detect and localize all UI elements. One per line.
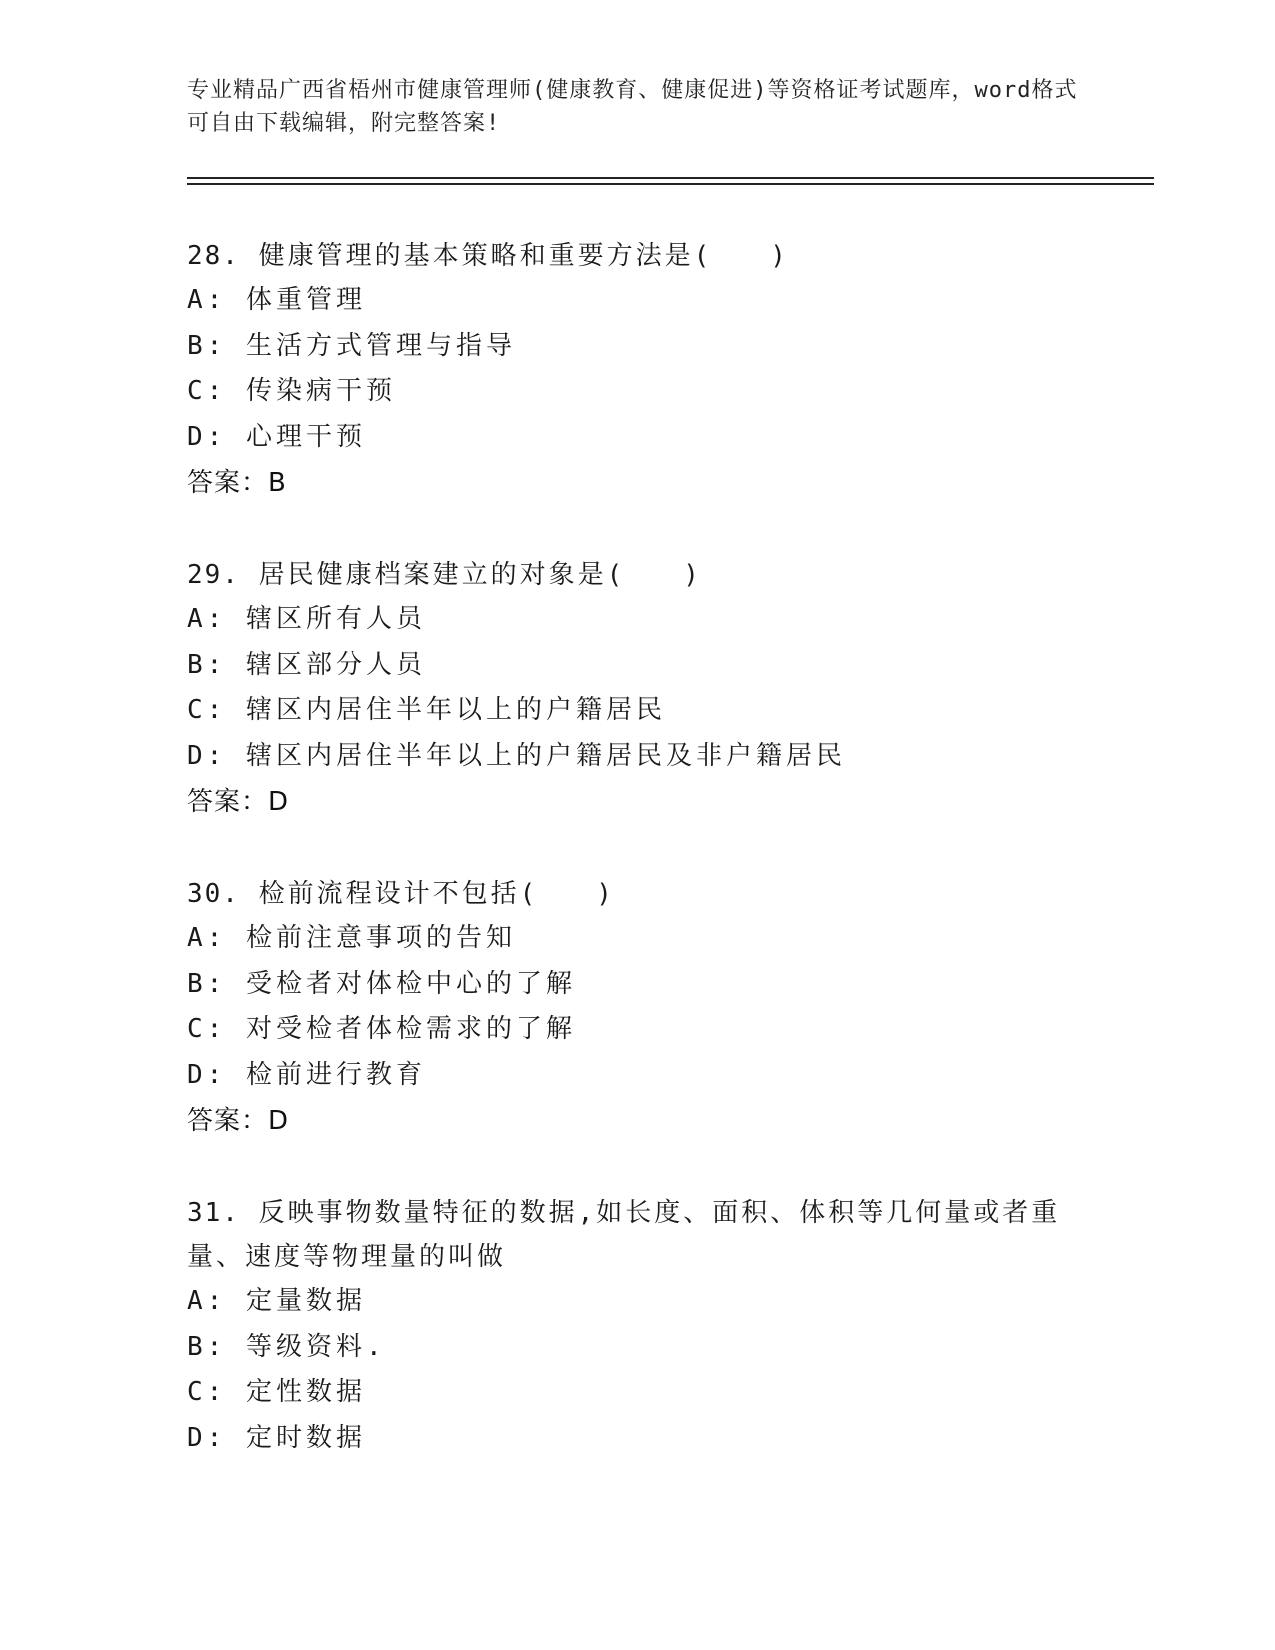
option-label: C: bbox=[187, 1377, 227, 1407]
option-text: 体重管理 bbox=[245, 285, 366, 315]
option-b bbox=[187, 643, 1087, 689]
option-c bbox=[187, 688, 1087, 734]
option-d bbox=[187, 734, 1087, 780]
header-rule-top bbox=[187, 177, 1154, 179]
question-31 bbox=[187, 1191, 1087, 1461]
option-d bbox=[187, 415, 1087, 461]
option-a bbox=[187, 278, 1087, 324]
option-text: 等级资料. bbox=[245, 1331, 386, 1362]
option-text: 对受检者体检需求的了解 bbox=[245, 1014, 576, 1044]
option-b bbox=[187, 1325, 1087, 1371]
option-label: B: bbox=[187, 968, 227, 999]
option-label: D: bbox=[187, 1422, 227, 1453]
option-b bbox=[187, 324, 1087, 370]
option-b bbox=[187, 962, 1087, 1008]
option-label: B: bbox=[187, 649, 227, 680]
option-text: 定量数据 bbox=[245, 1286, 366, 1316]
option-text: 传染病干预 bbox=[245, 376, 396, 406]
answer-line: 答案：D bbox=[187, 1106, 290, 1136]
option-text: 辖区所有人员 bbox=[245, 604, 426, 634]
option-a bbox=[187, 1279, 1087, 1325]
option-a bbox=[187, 597, 1087, 643]
question-text: 反映事物数量特征的数据,如长度、面积、体积等几何量或者重量、速度等物理量的叫做 bbox=[187, 1198, 1061, 1272]
option-label: B: bbox=[187, 1331, 227, 1362]
question-28 bbox=[187, 234, 1087, 506]
option-text: 辖区内居住半年以上的户籍居民及非户籍居民 bbox=[245, 740, 846, 771]
option-label: A: bbox=[187, 923, 227, 953]
question-text: 居民健康档案建立的对象是( ) bbox=[258, 560, 702, 590]
question-stem bbox=[187, 234, 1087, 278]
option-label: C: bbox=[187, 376, 227, 406]
option-label: C: bbox=[187, 695, 227, 725]
option-text: 受检者对体检中心的了解 bbox=[245, 968, 576, 999]
option-label: C: bbox=[187, 1014, 227, 1044]
option-label: D: bbox=[187, 421, 227, 452]
question-30 bbox=[187, 872, 1087, 1144]
question-stem bbox=[187, 1191, 1087, 1279]
question-number: 30. bbox=[187, 879, 240, 909]
question-stem bbox=[187, 872, 1087, 916]
option-text: 辖区部分人员 bbox=[245, 649, 426, 680]
option-text: 辖区内居住半年以上的户籍居民 bbox=[245, 695, 666, 725]
option-label: A: bbox=[187, 604, 227, 634]
option-c bbox=[187, 1370, 1087, 1416]
option-text: 定性数据 bbox=[245, 1377, 366, 1407]
option-label: D: bbox=[187, 740, 227, 771]
document-header: 专业精品广西省梧州市健康管理师(健康教育、健康促进)等资格证考试题库，word格式可自由下载编辑，附完整答案! bbox=[187, 78, 1078, 136]
question-29 bbox=[187, 553, 1087, 825]
option-text: 检前注意事项的告知 bbox=[245, 923, 516, 953]
question-number: 28. bbox=[187, 241, 240, 271]
option-c bbox=[187, 369, 1087, 415]
option-text: 定时数据 bbox=[245, 1422, 366, 1453]
option-label: B: bbox=[187, 330, 227, 361]
answer-line: 答案：B bbox=[187, 468, 287, 498]
question-text: 检前流程设计不包括( ) bbox=[258, 879, 615, 909]
header-rule-bottom bbox=[187, 183, 1154, 185]
option-a bbox=[187, 916, 1087, 962]
option-d bbox=[187, 1416, 1087, 1462]
option-label: A: bbox=[187, 1286, 227, 1316]
option-c bbox=[187, 1007, 1087, 1053]
question-number: 29. bbox=[187, 560, 240, 590]
option-text: 检前进行教育 bbox=[245, 1059, 426, 1090]
question-number: 31. bbox=[187, 1198, 240, 1228]
option-label: A: bbox=[187, 285, 227, 315]
option-d bbox=[187, 1053, 1087, 1099]
option-text: 生活方式管理与指导 bbox=[245, 330, 516, 361]
option-text: 心理干预 bbox=[245, 421, 366, 452]
question-stem bbox=[187, 553, 1087, 597]
option-label: D: bbox=[187, 1059, 227, 1090]
question-text: 健康管理的基本策略和重要方法是( ) bbox=[258, 241, 789, 271]
answer-line: 答案：D bbox=[187, 787, 290, 817]
